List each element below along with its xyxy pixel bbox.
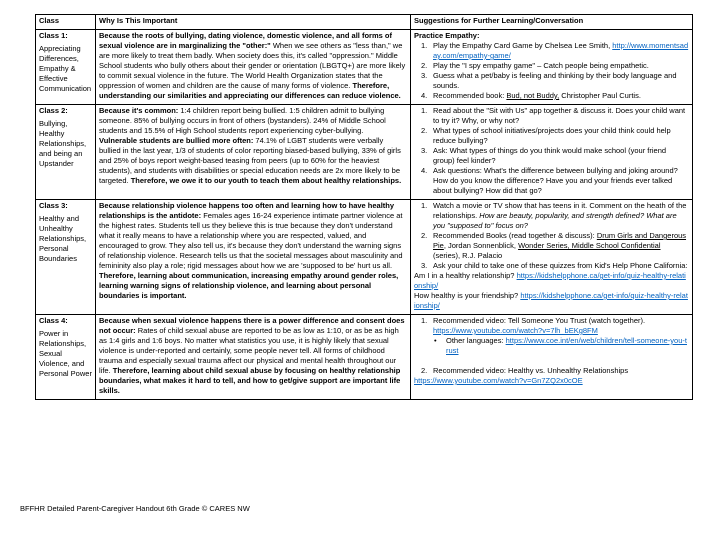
text-run: Recommended book: <box>433 91 507 100</box>
list-marker: 2. <box>421 231 428 240</box>
list-item <box>414 261 689 271</box>
list-marker: 3. <box>421 146 428 155</box>
list-item-text <box>433 166 689 196</box>
class-cell <box>36 105 96 200</box>
list-item <box>414 201 689 231</box>
text-run: Drum Girls and Dangerous Pie <box>433 231 687 250</box>
table-row <box>36 105 693 200</box>
list-item-text <box>433 366 689 376</box>
list-item <box>414 231 689 261</box>
table-body <box>36 30 693 400</box>
list-item-text <box>433 106 689 126</box>
list-marker: 1. <box>421 106 428 115</box>
text-run: Am I in a healthy relationship? <box>414 271 517 280</box>
suggestions-cell <box>411 315 693 400</box>
text-run: (series), R.J. Palacio <box>433 251 503 260</box>
why-important-cell <box>96 105 411 200</box>
suggestions-cell <box>411 30 693 105</box>
class-label: Class 3: <box>39 201 68 210</box>
text-run: How healthy is your friendship? <box>414 291 521 300</box>
list-item-text <box>433 201 689 231</box>
text-run: Play the Empathy Card Game by Chelsea Lee Smith, <box>433 41 613 50</box>
class-cell <box>36 30 96 105</box>
list-item <box>414 316 689 336</box>
list-marker: 3. <box>421 261 428 270</box>
list-item <box>414 166 689 196</box>
list-marker: 3. <box>421 71 428 80</box>
document-page <box>35 14 692 400</box>
list-item <box>414 366 689 376</box>
text-run: Watch a movie or TV show that has teens in it. Comment on the heath of the relationships. <box>433 201 687 220</box>
text-run: Recommended Books (read together & discuss): <box>433 231 597 240</box>
list-item <box>414 91 689 101</box>
header-row <box>36 15 693 30</box>
why-important-cell <box>96 315 411 400</box>
text-run: Ask: What types of things do you think would make school (your friend group) feel kinder? <box>433 146 667 165</box>
class-topics: Healthy and Unhealthy Relationships, Personal Boundaries <box>39 214 87 263</box>
handout-table <box>35 14 693 400</box>
text-run: Guess what a pet/baby is feeling and thinking by their body language and sounds. <box>433 71 677 90</box>
footer-text: BFFHR Detailed Parent-Caregiver Handout 6th Grade © CARES NW <box>20 504 250 513</box>
text-run: 1:4 children report being bullied. 1:5 children admit to bullying someone. 85% of bullying occurs in front of others (bystanders). 24% of Middle School students and 15.5% of High School students report experiencing cyber-bullying. <box>99 106 386 135</box>
text-run: How are beauty, popularity, and strength defined? What are you "supposed to" focus on? <box>433 211 677 230</box>
why-important-cell <box>96 30 411 105</box>
table-row <box>36 30 693 105</box>
text-run: When we see others as "less than," we are more likely to treat them badly. When society does this, it's called "oppression." Middle School students who bully others about their gender or orientation (LBGTQ+) are more likely to commit sexual violence in the future. The World Health Organization states that the oppression of women and children are the cause of many forms of violence. <box>99 41 406 90</box>
table-row <box>36 315 693 400</box>
class-label: Class 1: <box>39 31 68 40</box>
text-run: , Jordan Sonnenblick, <box>443 241 519 250</box>
table-header <box>36 15 693 30</box>
col-header-class: Class <box>36 15 96 30</box>
list-item-text <box>433 41 689 61</box>
text-run: Rates of child sexual abuse are reported to be as low as 1:10, or as be as high as 1:4 girls and 1:6 boys. No matter what statistics you use, it is highly likely that sexual violence is under-reported and certainly, some people never tell. All forms of childhood trauma and especially sexual trauma affect our physical and mental health throughout our life. <box>99 326 399 375</box>
list-item-text <box>433 61 689 71</box>
text-run: Read about the "Sit with Us" app together & discuss it. Does your child want to try it? Why, or why not? <box>433 106 686 125</box>
text-run: Therefore, learning about communication, increasing empathy around gender roles, learning warning signs of relationship violence, and learning about personal boundaries is important. <box>99 271 399 300</box>
text-run: Therefore, we owe it to our youth to teach them about healthy relationships. <box>130 176 402 185</box>
list-item-text <box>433 261 689 271</box>
text-block <box>414 31 689 41</box>
text-block <box>414 376 689 386</box>
hyperlink[interactable]: https://www.coe.int/en/web/children/tell-someone-you-trust <box>446 336 687 355</box>
why-important-cell <box>96 200 411 315</box>
suggestions-cell <box>411 200 693 315</box>
list-marker: 2. <box>421 126 428 135</box>
text-run: Because the roots of bullying, dating violence, domestic violence, and all forms of sexual violence are in marginalizing the "other:" <box>99 31 392 50</box>
col-header-why-important: Why Is This Important <box>96 15 411 30</box>
text-run: Because when sexual violence happens there is a power difference and consent does not occur: <box>99 316 405 335</box>
class-label: Class 4: <box>39 316 68 325</box>
list-item <box>414 106 689 126</box>
list-marker: • <box>434 336 437 345</box>
text-block <box>414 271 689 291</box>
text-run: Therefore, understanding our similarities and appreciating our differences can reduce violence. <box>99 81 401 100</box>
hyperlink[interactable]: https://www.youtube.com/watch?v=Gn7ZQ2x0cOE <box>414 376 583 385</box>
list-marker: 4. <box>421 91 428 100</box>
hyperlink[interactable]: http://www.momentsaday.com/empathy-game/ <box>433 41 689 60</box>
list-item <box>414 146 689 166</box>
list-item <box>414 126 689 146</box>
class-topics: Bullying, Healthy Relationships, and being an Upstander <box>39 119 87 168</box>
list-marker: 1. <box>421 316 428 325</box>
list-marker: 1. <box>421 201 428 210</box>
text-run: Other languages: <box>446 336 506 345</box>
text-run: Bud, not Buddy, <box>506 91 560 100</box>
list-item <box>414 41 689 61</box>
class-topics: Power in Relationships, Sexual Violence, and Personal Power <box>39 329 92 378</box>
suggestions-cell <box>411 105 693 200</box>
text-run: Ask your child to take one of these quizzes from Kid's Help Phone California: <box>433 261 688 270</box>
text-run: 74.1% of LGBT students were verbally bullied in the last year, 1/3 of students of color reporting biased-based bullying, 33% of girls and 25% of boys report weight-based teasing from peers (up to 60% for the heaviest students), and students with disabilities or special education needs are 2x more likely to be targeted. <box>99 136 401 185</box>
list-item-text <box>433 316 689 336</box>
list-item <box>414 71 689 91</box>
hyperlink[interactable]: https://kidshelpphone.ca/get-info/quiz-healthy-relationship/ <box>414 291 688 310</box>
text-run: Practice Empathy: <box>414 31 480 40</box>
class-topics: Appreciating Differences, Empathy & Effective Communication <box>39 44 92 93</box>
class-cell <box>36 200 96 315</box>
list-item-text <box>433 231 689 261</box>
list-marker: 4. <box>421 166 428 175</box>
list-item-text <box>446 336 689 356</box>
hyperlink[interactable]: https://www.youtube.com/watch?v=7lh_bEKg8FM <box>433 326 598 335</box>
class-label: Class 2: <box>39 106 68 115</box>
text-run: Christopher Paul Curtis. <box>559 91 641 100</box>
list-item-text <box>433 126 689 146</box>
list-item-text <box>433 146 689 166</box>
text-run: Recommended video: Healthy vs. Unhealthy Relationships <box>433 366 629 375</box>
list-item-text <box>433 91 689 101</box>
text-run: Vulnerable students are bullied more often: <box>99 136 256 145</box>
text-run: Recommended video: Tell Someone You Trust (watch together). <box>433 316 646 325</box>
list-item-text <box>433 71 689 91</box>
hyperlink[interactable]: https://kidshelpphone.ca/get-info/quiz-healthy-relationship/ <box>414 271 686 290</box>
text-run: Because it's common: <box>99 106 181 115</box>
text-run: Therefore, learning about child sexual abuse by focusing on healthy relationship boundaries, what makes it hard to tell, and how to get/give support are important life skills. <box>99 366 401 395</box>
list-marker: 2. <box>421 366 428 375</box>
col-header-suggestions: Suggestions for Further Learning/Conversation <box>411 15 693 30</box>
text-block <box>414 291 689 311</box>
list-item <box>414 61 689 71</box>
text-run: What types of school initiatives/projects does your child think could help reduce bullying? <box>433 126 671 145</box>
text-run: Ask questions: What's the difference between bullying and joking around? How do you know the difference? Have you and your friends ever talked about bullying? How did that go? <box>433 166 678 195</box>
text-run: Females ages 16-24 experience intimate partner violence at the highest rates. Students tell us they believe this is true because they don't understand what it really means to have a relationship where you are respected, valued, and encouraged to grow. They also tell us, it's because they don't understand the warning signs of relationship violence. Research tells us that the societal messages about masculinity and femininity also play a role; rigid messages about how we are 'supposed to be' hurt us all. <box>99 211 403 270</box>
text-run: Because relationship violence happens too often and learning how to have healthy relationships is the antidote: <box>99 201 395 220</box>
list-marker: 1. <box>421 41 428 50</box>
text-run: Play the "I spy empathy game" – Catch people being empathetic. <box>433 61 649 70</box>
text-run: Wonder Series, Middle School Confidential <box>518 241 661 250</box>
table-row <box>36 200 693 315</box>
list-item <box>414 336 689 356</box>
class-cell <box>36 315 96 400</box>
list-marker: 2. <box>421 61 428 70</box>
